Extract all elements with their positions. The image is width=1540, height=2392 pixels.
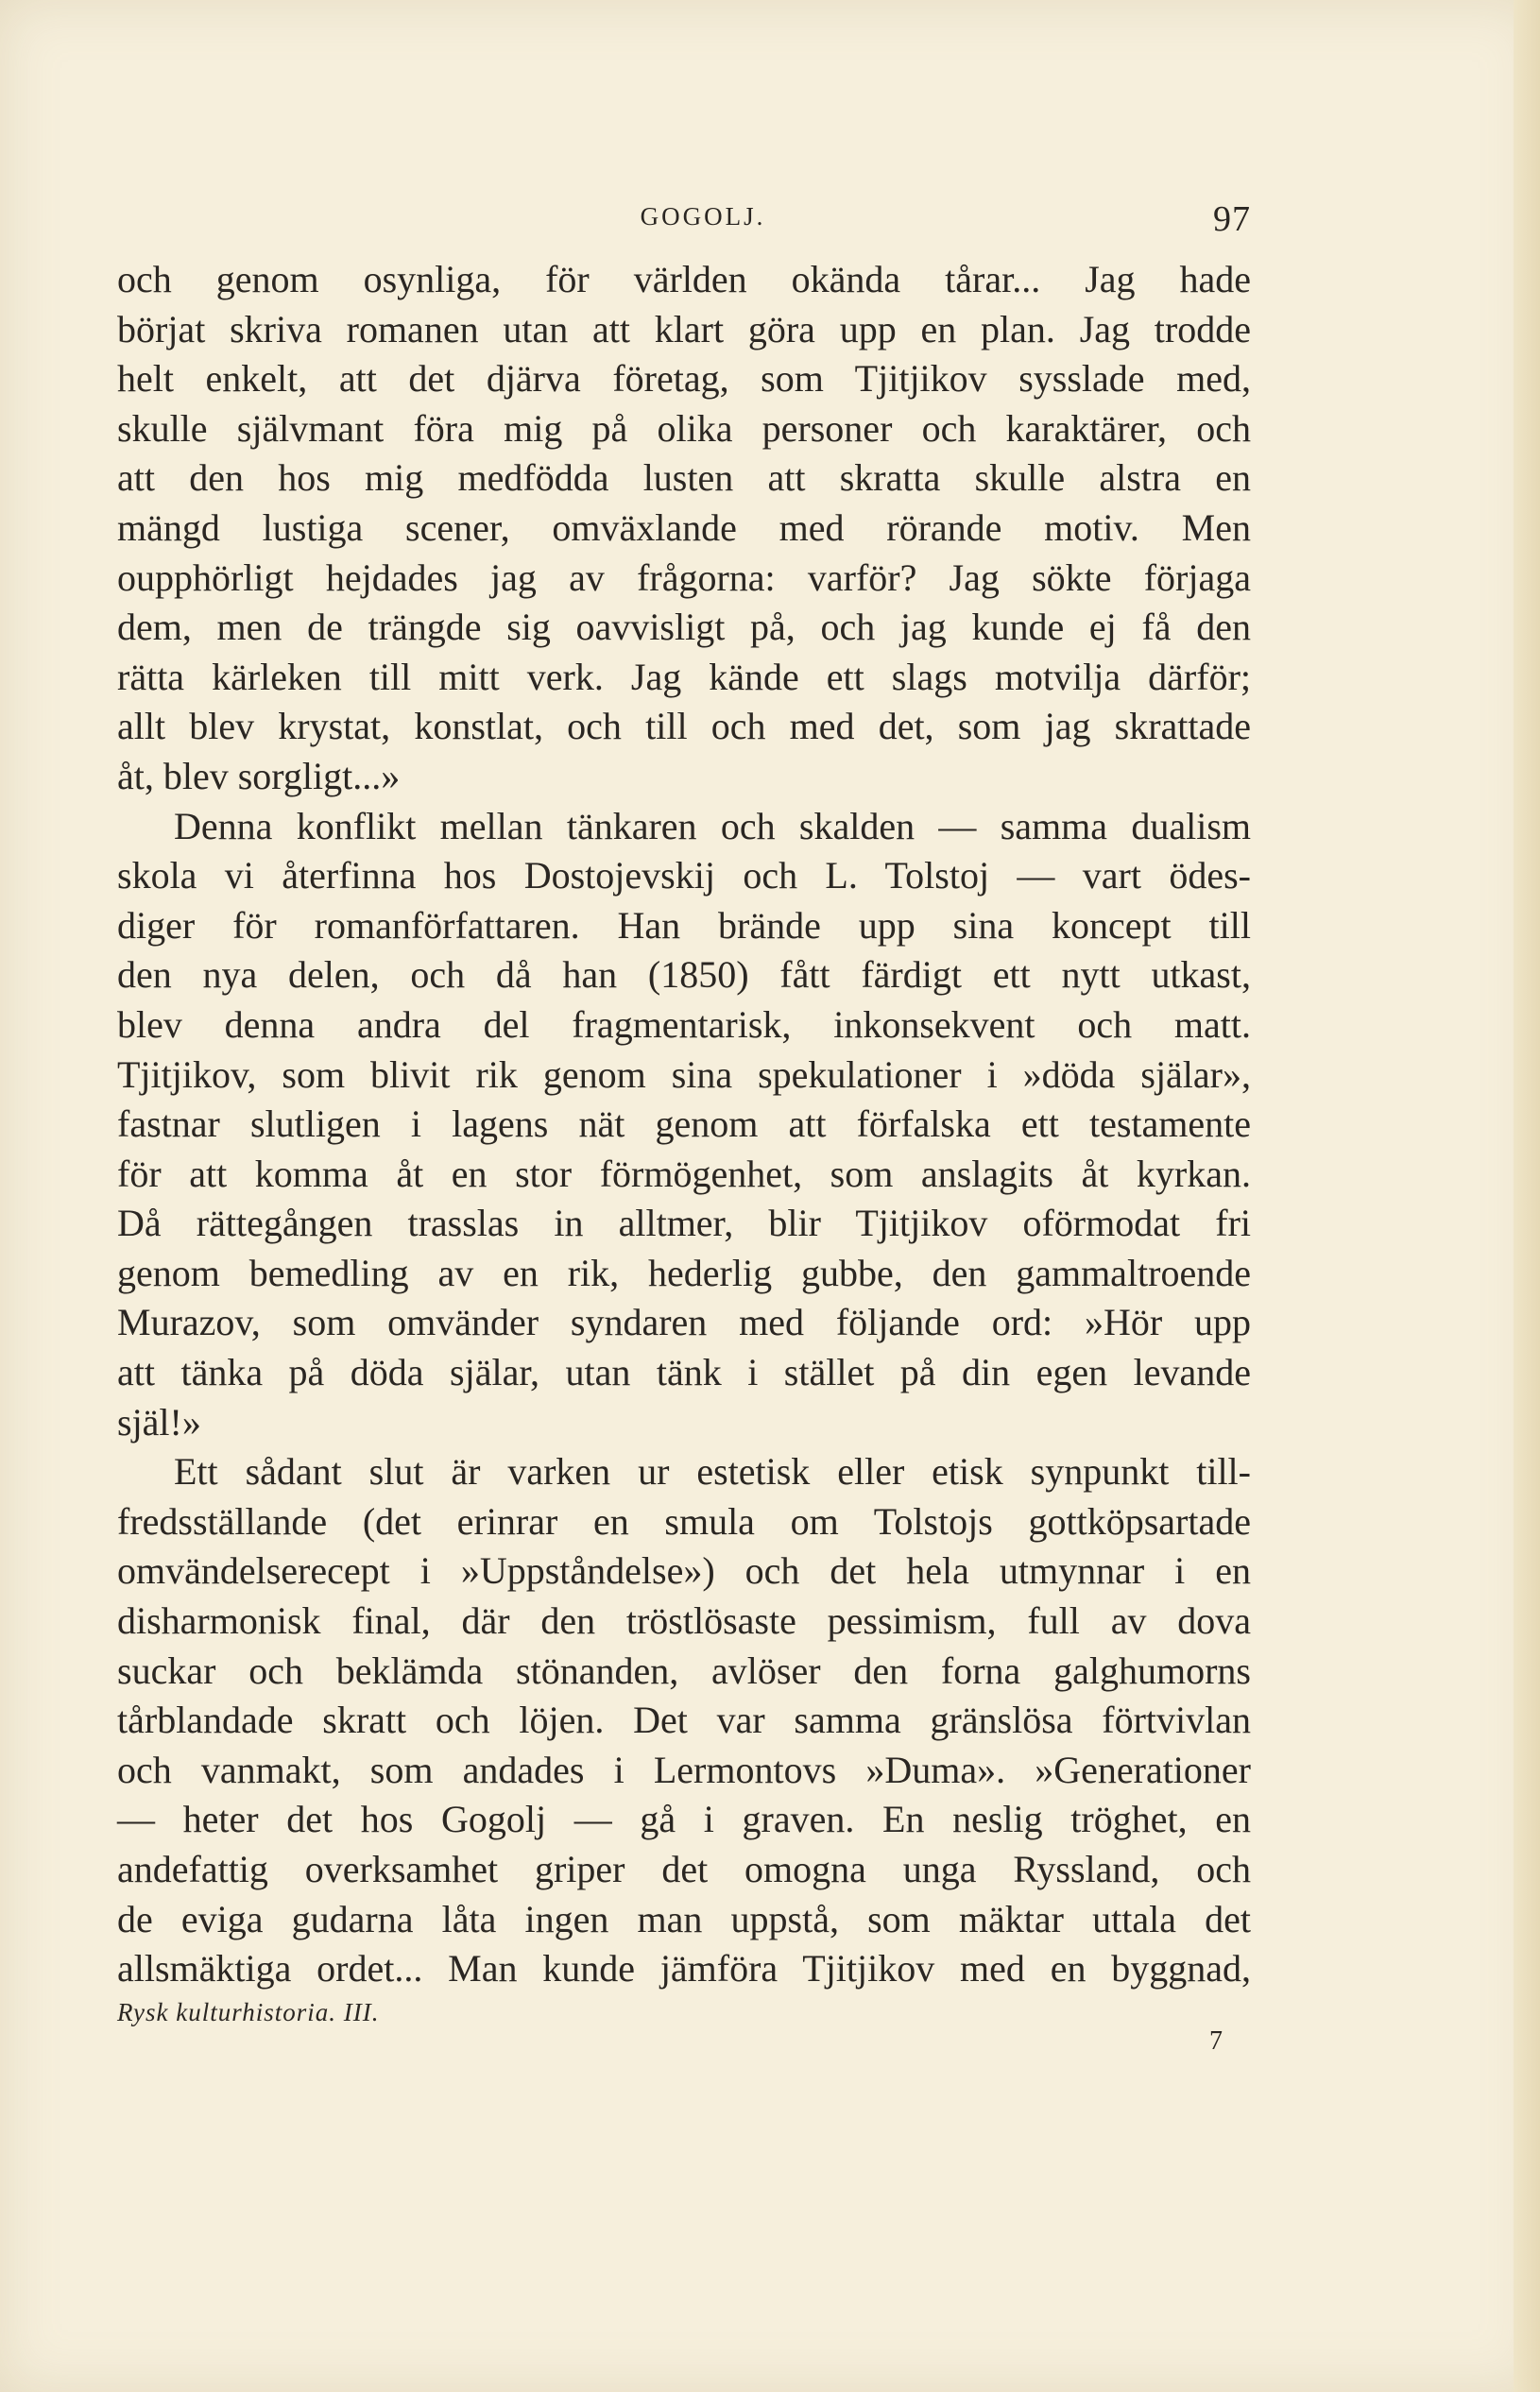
text-line: andefattig overksamhet griper det omogna unga Ryssland, och <box>117 1848 1251 1890</box>
text-line: skola vi återfinna hos Dostojevskij och L. Tolstoj — vart ödes- <box>117 854 1251 897</box>
text-line: att tänka på döda själar, utan tänk i stället på din egen levande <box>117 1351 1251 1394</box>
page-content <box>117 189 1251 2055</box>
page-edge <box>1514 0 1540 2392</box>
text-line: dem, men de trängde sig oavvisligt på, och jag kunde ej få den <box>117 606 1251 649</box>
text-line: suckar och beklämda stönanden, avlöser den forna galghumorns <box>117 1649 1251 1692</box>
text-line: helt enkelt, att det djärva företag, som Tjitjikov sysslade med, <box>117 357 1251 401</box>
page-header <box>117 189 1251 255</box>
text-line: disharmonisk final, där den tröstlösaste pessimism, full av dova <box>117 1599 1251 1643</box>
running-head: GOGOLJ. <box>640 202 766 231</box>
text-line: för att komma åt en stor förmögenhet, som anslagits åt kyrkan. <box>117 1152 1251 1195</box>
text-line: skulle självmant föra mig på olika personer och karaktärer, och <box>117 406 1251 450</box>
text-line: omvändelserecept i »Uppståndelse») och det hela utmynnar i en <box>117 1549 1251 1593</box>
text-line: oupphörligt hejdades jag av frågorna: varför? Jag sökte förjaga <box>117 555 1251 599</box>
text-line: de eviga gudarna låta ingen man uppstå, som mäktar uttala det <box>117 1897 1251 1940</box>
text-line: diger för romanförfattaren. Han brände upp sina koncept till <box>117 903 1251 947</box>
text-line: den nya delen, och då han (1850) fått färdigt ett nytt utkast, <box>117 953 1251 997</box>
text-line: allt blev krystat, konstlat, och till och med det, som jag skrattade <box>117 705 1251 748</box>
text-line: rätta kärleken till mitt verk. Jag kände ett slags motvilja därför; <box>117 655 1251 698</box>
text-line: att den hos mig medfödda lusten att skratta skulle alstra en <box>117 456 1251 500</box>
text-line: genom bemedling av en rik, hederlig gubbe, den gammaltroende <box>117 1251 1251 1294</box>
text-line: börjat skriva romanen utan att klart göra upp en plan. Jag trodde <box>117 307 1251 350</box>
text-line: Då rättegången trasslas in alltmer, blir Tjitjikov oförmodat fri <box>117 1202 1251 1245</box>
text-line: fastnar slutligen i lagens nät genom att förfalska ett testamente <box>117 1102 1251 1146</box>
text-line: själ!» <box>117 1400 201 1444</box>
text-line: Ett sådant slut är varken ur estetisk eller etisk synpunkt till- <box>174 1450 1251 1494</box>
text-line: Murazov, som omvänder syndaren med följande ord: »Hör upp <box>117 1301 1251 1344</box>
text-line: allsmäktiga ordet... Man kunde jämföra Tjitjikov med en byggnad, <box>117 1947 1251 1990</box>
page-footer <box>117 1998 1251 2055</box>
text-line: — heter det hos Gogolj — gå i graven. En neslig tröghet, en <box>117 1798 1251 1841</box>
sheet-number: 7 <box>1209 2025 1223 2056</box>
text-line: åt, blev sorgligt...» <box>117 754 401 797</box>
text-line: och genom osynliga, för världen okända tårar... Jag hade <box>117 258 1251 300</box>
text-line: tårblandade skratt och löjen. Det var samma gränslösa förtvivlan <box>117 1699 1251 1742</box>
page-number: 97 <box>1213 199 1251 239</box>
text-line: fredsställande (det erinrar en smula om Tolstojs gottköpsartade <box>117 1499 1251 1543</box>
signature-mark: Rysk kulturhistoria. III. <box>117 1997 380 2026</box>
text-line: mängd lustiga scener, omväxlande med rörande motiv. Men <box>117 505 1251 549</box>
text-line: Tjitjikov, som blivit rik genom sina spekulationer i »döda själar», <box>117 1052 1251 1096</box>
text-line: blev denna andra del fragmentarisk, inkonsekvent och matt. <box>117 1002 1251 1046</box>
text-line: och vanmakt, som andades i Lermontovs »Duma». »Generationer <box>117 1748 1251 1791</box>
text-line: Denna konflikt mellan tänkaren och skalden — samma dualism <box>174 804 1251 847</box>
body-text <box>117 255 1251 1994</box>
